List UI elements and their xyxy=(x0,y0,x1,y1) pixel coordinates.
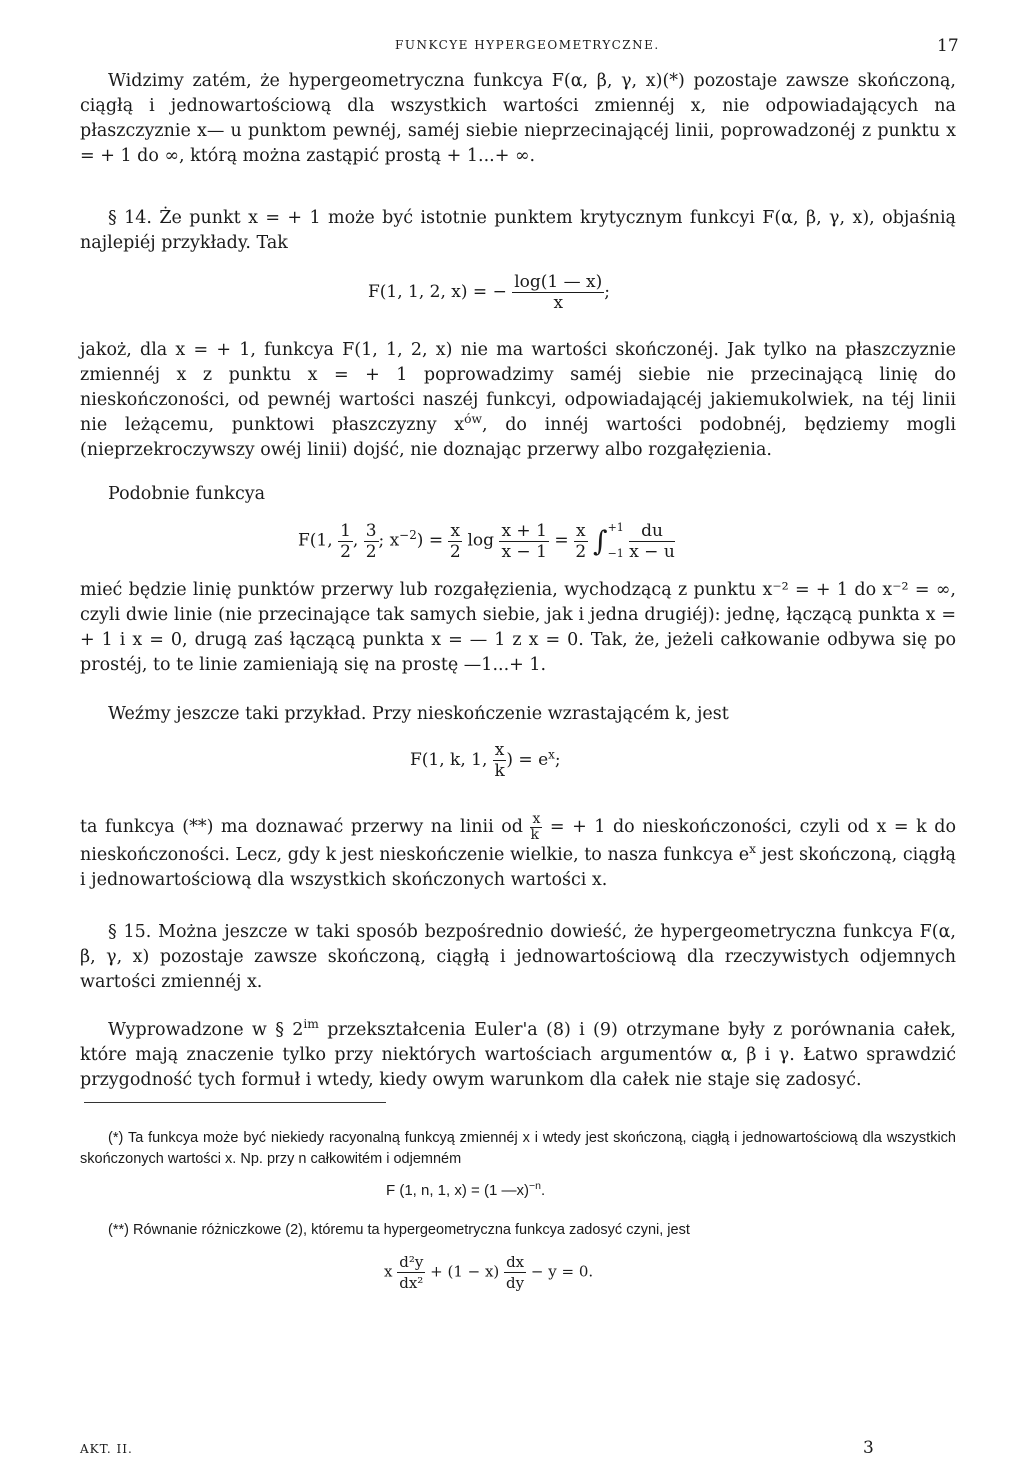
running-title: FUNKCYE HYPERGEOMETRYCZNE. xyxy=(395,38,660,52)
eq2-frac-3 xyxy=(448,521,462,562)
footnote-2-equation xyxy=(384,1252,593,1293)
fn1-eq-end: . xyxy=(540,1182,546,1199)
paragraph-4: Podobnie funkcya xyxy=(108,484,266,504)
fn2-f2-num: dx xyxy=(506,1253,525,1271)
eq2-f3-num: x xyxy=(450,520,461,541)
eq3-b: ) = e xyxy=(506,750,549,770)
p9-sup: im xyxy=(303,1017,319,1032)
eq1-den: x xyxy=(553,293,564,313)
eq3-sup: x xyxy=(548,747,555,762)
p7-a: ta funkcya (**) ma doznawać przerwy na linii od xyxy=(80,817,523,837)
fn2-eq-end: − y = 0. xyxy=(530,1262,594,1281)
eq2-frac-1 xyxy=(338,521,353,562)
eq2-frac-5 xyxy=(574,521,588,562)
paragraph-5: mieć będzie linię punktów przerwy lub rozgałęzienia, wychodzącą z punktu x⁻² = + 1 do x⁻² = ∞, czyli dwie linie (nie przecinające tak samych siebie, jak i jedna drugiéj): jednę, łączącą punkta x = + 1 i x = 0, drugą zaś łączącą punkta x = — 1 z x = 0. Tak, że, jeżeli całkowanie odbywa się po prostéj, to te linie zamieniają się na prostę —1...+ 1. xyxy=(80,580,956,675)
eq2-f2-den: 2 xyxy=(365,541,377,562)
eq1-lhs: F(1, 1, 2, x) = − xyxy=(368,282,507,302)
eq3-den: k xyxy=(494,761,505,781)
eq2-f1-den: 2 xyxy=(340,541,351,562)
paragraph-6: Weźmy jeszcze taki przykład. Przy nieskończenie wzrastającém k, jest xyxy=(108,704,729,724)
footnote-1-equation xyxy=(386,1182,545,1199)
page-number: 17 xyxy=(937,36,959,56)
p7-sup: x xyxy=(749,842,757,857)
fn2-f1-den: dx² xyxy=(399,1274,424,1292)
eq2-f4-den: x − 1 xyxy=(501,541,547,562)
equation-2: F(1, $\frac{1}{2}$ , $\frac{3}{2}$ ; $x^{-2}$) = $\frac{x}{2}$ log $\frac{x + 1}{x - 1}$ = $\frac{x}{2}$ ∫ +1 −1 $\frac{du}{x - u}$ xyxy=(298,515,675,567)
eq3-num: x xyxy=(494,740,505,760)
eq2-lhs-a: F(1, xyxy=(298,530,339,551)
eq1-end: ; xyxy=(604,282,610,302)
signature-number: 3 xyxy=(863,1438,874,1458)
eq2-f6-den: x − u xyxy=(629,541,675,562)
paragraph-7 xyxy=(80,812,956,893)
eq2-f6-num: du xyxy=(629,521,675,542)
p7-c: jest skończoną, ciągłą i jednowartościową dla wszystkich skończonych wartości x. xyxy=(80,845,956,890)
p7-fraction xyxy=(530,812,542,843)
eq2-limits xyxy=(608,515,624,567)
p3-end: , do innéj wartości podobnéj, będziemy mogli (nieprzekroczywszy owéj linii) dojść, nie doznając przerwy albo rozgałęzienia. xyxy=(80,415,957,460)
eq2-f3-den: 2 xyxy=(449,541,461,562)
eq1-num: log(1 — x) xyxy=(514,272,603,292)
eq2-log: log xyxy=(467,530,495,551)
eq2-f5-den: 2 xyxy=(575,541,587,562)
eq3-end: ; xyxy=(554,750,561,770)
signature-mark: AKT. II. xyxy=(80,1442,133,1456)
eq2-f2-num: 3 xyxy=(365,520,377,541)
eq2-int-lower: −1 xyxy=(607,547,624,560)
eq1-fraction xyxy=(512,272,604,313)
paragraph-9 xyxy=(80,1018,956,1093)
section-15: § 15. Można jeszcze w taki sposób bezpośrednio dowieść, że hypergeometryczna funkcya F(α, β, γ, x) pozostaje zawsze skończoną, ciągłą i jednowartościową dla rzeczywistych odjemnych wartości zmiennéj x. xyxy=(80,922,956,992)
paragraph-3 xyxy=(80,338,956,463)
fn1-eq-a: F (1, n, 1, x) = (1 —x) xyxy=(386,1182,529,1199)
footnote-rule xyxy=(84,1102,386,1103)
eq2-f4-num: x + 1 xyxy=(501,520,547,541)
p3-sup: ów xyxy=(464,412,482,427)
fn2-eq-x: x xyxy=(384,1262,393,1281)
eq2-equals: = xyxy=(554,530,569,551)
eq2-lhs-b: ; x xyxy=(378,530,400,551)
p9-b: przekształcenia Euler'a (8) i (9) otrzymane były z porównania całek, które mają znaczenie tylko przy niektórych wartościach argumentów α, β i γ. Łatwo sprawdzić przygodność tych formuł i wtedy, kiedy owym warunkom dla całek nie staje się zadosyć. xyxy=(80,1020,956,1090)
p7-b: = + 1 do nieskończoności, czyli od x = k do nieskończoności. Lecz, gdy k jest nieskończenie wielkie, to nasza funkcya e xyxy=(80,817,956,865)
p7-frac-den: k xyxy=(530,827,539,843)
footnote-1: (*) Ta funkcya może być niekiedy racyonalną funkcyą zmiennéj x i wtedy jest skończoną, ciągłą i jednowartościową dla wszystkich skończonych wartości x. Np. przy n całkowitém i odjemném xyxy=(80,1130,956,1167)
fn2-frac-1 xyxy=(397,1252,425,1293)
fn1-eq-sup: −n xyxy=(528,1180,541,1192)
p7-frac-num: x xyxy=(532,811,541,827)
eq2-f5-num: x xyxy=(575,520,586,541)
equation-3 xyxy=(410,740,561,781)
equation-1 xyxy=(368,272,610,313)
eq3-a: F(1, k, 1, xyxy=(410,750,488,770)
fn2-f1-num: d²y xyxy=(399,1253,424,1271)
eq2-frac-6 xyxy=(629,521,675,562)
fn2-frac-2 xyxy=(504,1252,526,1293)
eq2-int-upper: +1 xyxy=(607,521,624,534)
section-14-intro: § 14. Że punkt x = + 1 może być istotnie punktem krytycznym funkcyi F(α, β, γ, x), objaśnią najlepiéj przykłady. Tak xyxy=(80,208,956,253)
eq2-integral: ∫ xyxy=(592,524,608,558)
eq2-sup: −2 xyxy=(399,527,417,542)
paragraph-1: Widzimy zatém, że hypergeometryczna funkcya F(α, β, γ, x)(*) pozostaje zawsze skończoną, ciągłą i jednowartościową dla wszystkich wartości zmiennéj x, nie odpowiadających na płaszczyznie x— u punktom pewnéj, saméj siebie nieprzecinającéj linii, poprowadzonéj z punktu x = + 1 do ∞, którą można zastąpić prostą + 1...+ ∞. xyxy=(80,71,956,166)
page-header xyxy=(0,36,1016,58)
fn2-eq-mid: + (1 − x) xyxy=(430,1262,500,1281)
eq2-frac-4 xyxy=(499,521,548,562)
eq3-fraction xyxy=(493,740,507,781)
eq2-lhs-c: ) = xyxy=(416,530,444,551)
eq2-frac-2 xyxy=(364,521,379,562)
p3-text: jakoż, dla x = + 1, funkcya F(1, 1, 2, x) nie ma wartości skończonéj. Jak tylko na płaszczyznie zmiennéj x z punktu x = + 1 poprowadzimy saméj siebie nie przecinającą linię do nieskończoności, od pewnéj wartości naszéj funkcyi, odpowiadającéj jakiemukolwiek, na téj linii nie leżącemu, punktowi płaszczyzny x xyxy=(80,340,956,435)
eq2-f1-num: 1 xyxy=(340,520,351,541)
fn2-f2-den: dy xyxy=(506,1274,525,1292)
footnote-2: (**) Równanie różniczkowe (2), któremu ta hypergeometryczna funkcya zadosyć czyni, jest xyxy=(108,1222,690,1238)
p9-a: Wyprowadzone w § 2 xyxy=(108,1020,304,1040)
